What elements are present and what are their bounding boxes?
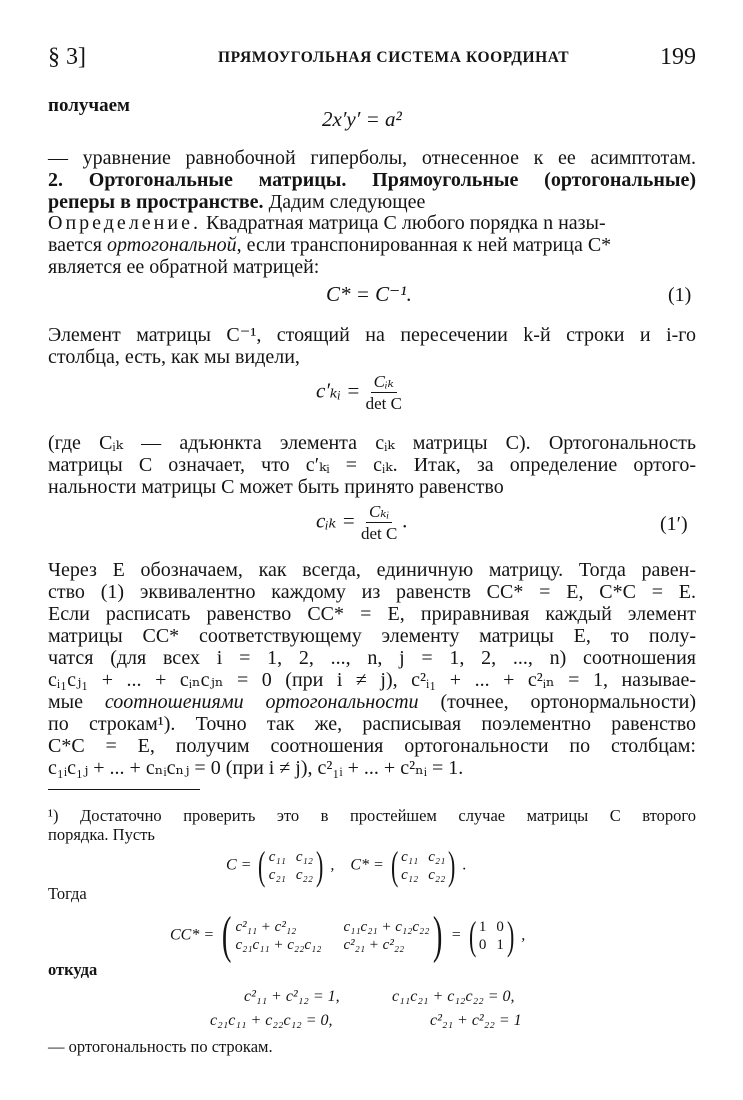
matrix-cell: c²₁₁ + c²₁₂ [235, 919, 297, 935]
left-paren: ( [390, 843, 399, 888]
text-line: по строкам¹). Точно так же, расписывая поэлементно равенство [48, 713, 696, 735]
equation-1-prime [316, 502, 408, 543]
equation-number-1: (1) [668, 284, 692, 306]
relation: c²₁₁ + c²₁₂ = 1, [244, 988, 340, 1005]
equation-hyperbola: 2x′y′ = a² [322, 107, 402, 131]
matrix-cell: c₁₁ [401, 849, 419, 865]
matrix-cell: c₁₁ [268, 849, 286, 865]
matrix-grid [479, 918, 504, 954]
left-paren: ( [222, 907, 232, 964]
text-line: матрицы CC* соответствующему элементу матрицы E, то полу- [48, 625, 696, 647]
text-line: c₁ᵢc₁ⱼ + ... + cₙᵢcₙⱼ = 0 (при i ≠ j), c²₁ᵢ + ... + c²ₙᵢ = 1. [48, 757, 464, 779]
text-span: , если транспонированная к ней матрица C* [236, 234, 612, 256]
text-line: C*C = E, получим соотношения ортогональности по столбцам: [48, 735, 696, 757]
matrix-lhs: CC* = [170, 926, 215, 944]
text-span: мые [48, 691, 105, 713]
matrix-cell: 1 [478, 919, 487, 935]
text-line: — уравнение равнобочной гиперболы, отнесенное к ее асимптотам. [48, 147, 696, 169]
fraction [361, 502, 397, 543]
relation: c₂₁c₁₁ + c₂₂c₁₂ = 0, [210, 1012, 333, 1029]
section-marker: § 3] [48, 44, 86, 70]
matrix-cell: c₂₁c₁₁ + c₂₂c₁₂ [235, 937, 322, 953]
equation-period: . [402, 508, 408, 533]
matrix-C-star [388, 843, 459, 888]
fraction [366, 372, 402, 413]
fraction-numerator: Cₖᵢ [366, 502, 392, 523]
matrix-grid [269, 848, 313, 884]
subsection-heading: 2. Ортогональные матрицы. Прямоугольные (ортогональные) [48, 169, 696, 191]
equation-number-1-prime: (1′) [660, 513, 688, 535]
matrix-lhs: C = [226, 856, 252, 874]
matrix-cell: c₂₁ [268, 867, 286, 883]
matrix-cell: c₂₁ [428, 849, 446, 865]
equation-cofactor [316, 372, 402, 413]
matrix-CC-star [218, 907, 447, 964]
right-paren: ) [433, 907, 443, 964]
fraction-numerator: Cᵢₖ [371, 372, 397, 393]
matrix-grid [401, 848, 445, 884]
matrix-cell: c₁₁c₂₁ + c₁₂c₂₂ [343, 919, 430, 935]
matrix-period: . [462, 856, 467, 874]
relation: c²₂₁ + c²₂₂ = 1 [430, 1012, 522, 1029]
matrix-cell: 1 [496, 937, 504, 953]
text-line: матрицы C означает, что c′ₖᵢ = cᵢₖ. Итак, за определение ортого- [48, 454, 696, 476]
matrix-C [255, 843, 326, 888]
text-line: столбца, есть, как мы видели, [48, 346, 300, 368]
subsection-heading-cont: реперы в пространстве. [48, 191, 264, 213]
matrix-grid [235, 918, 429, 954]
fraction-denominator: det C [360, 524, 398, 543]
equation-lhs: cᵢₖ = [316, 508, 356, 533]
text-span: Квадратная матрица C любого порядка n назы- [200, 212, 606, 234]
text-line: Если расписать равенство CC* = E, приравнивая каждый элемент [48, 603, 696, 625]
matrix-C-equation [226, 843, 467, 888]
text-line: чатся (для всех i = 1, 2, ..., n, j = 1, 2, ..., n) соотношения [48, 647, 696, 669]
matrix-cell: 0 [478, 937, 487, 953]
term-orthogonality-relations: соотношениями ортогональности [104, 691, 419, 713]
footnote-rule [48, 789, 200, 790]
running-head-title: ПРЯМОУГОЛЬНАЯ СИСТЕМА КООРДИНАТ [218, 49, 570, 66]
text-line: (где Cᵢₖ — адъюнкта элемента cᵢₖ матрицы C). Ортогональность [48, 432, 696, 454]
fraction-denominator: det C [365, 394, 402, 413]
equation-lhs: c′ₖᵢ = [316, 378, 361, 403]
right-paren: ) [506, 913, 515, 958]
matrix-separator: , [330, 856, 335, 874]
text-line [48, 690, 696, 714]
matrix-cell: c₂₂ [428, 867, 446, 883]
left-paren: ( [258, 843, 266, 888]
footnote-line: — ортогональность по строкам. [48, 1037, 273, 1056]
text-line: Через E обозначаем, как всегда, единичную матрицу. Тогда равен- [48, 559, 696, 581]
text-line [48, 233, 696, 257]
page-number: 199 [660, 44, 696, 70]
matrix-product-equation [170, 907, 526, 964]
text-span: вается [48, 234, 107, 256]
left-paren: ( [468, 913, 476, 958]
text-line: нальности матрицы C может быть принято равенство [48, 476, 504, 498]
matrix-cell: 0 [496, 919, 504, 935]
text-line-heading [48, 168, 696, 192]
matrix-cell: c₂₂ [295, 867, 313, 883]
text-line: является ее обратной матрицей: [48, 256, 320, 278]
footnote-line: Тогда [48, 884, 87, 903]
matrix-cell: c₁₂ [295, 849, 313, 865]
term-orthogonal: ортогональной [107, 234, 237, 256]
text-span: (точнее, ортонормальности) [418, 691, 696, 713]
matrix-cell: c²₂₁ + c²₂₂ [343, 937, 405, 953]
matrix-lhs: C* = [350, 856, 384, 874]
equals-sign: = [450, 926, 462, 944]
text-span: Дадим следующее [263, 191, 426, 213]
equation-1: C* = C⁻¹. [326, 282, 412, 306]
right-paren: ) [448, 843, 456, 888]
text-line: ство (1) эквивалентно каждому из равенств CC* = E, C*C = E. [48, 581, 696, 603]
footnote-line: ¹) Достаточно проверить это в простейшем случае матрицы C второго [48, 806, 696, 825]
text-line: Элемент матрицы C⁻¹, стоящий на пересечении k-й строки и i-го [48, 324, 696, 346]
right-paren: ) [315, 843, 324, 888]
footnote-line: порядка. Пусть [48, 825, 155, 844]
matrix-separator: , [521, 926, 526, 944]
relation: c₁₁c₂₁ + c₁₂c₂₂ = 0, [392, 988, 515, 1005]
word-poluchaem: получаем [48, 95, 130, 116]
definition-label: Определение. [48, 212, 201, 234]
identity-matrix [466, 913, 518, 958]
definition-line [48, 211, 696, 235]
footnote-line: откуда [48, 960, 98, 979]
text-line: cᵢ₁cⱼ₁ + ... + cᵢₙcⱼₙ = 0 (при i ≠ j), c²ᵢ₁ + ... + c²ᵢₙ = 1, называе- [48, 669, 696, 691]
matrix-cell: c₁₂ [401, 867, 419, 883]
